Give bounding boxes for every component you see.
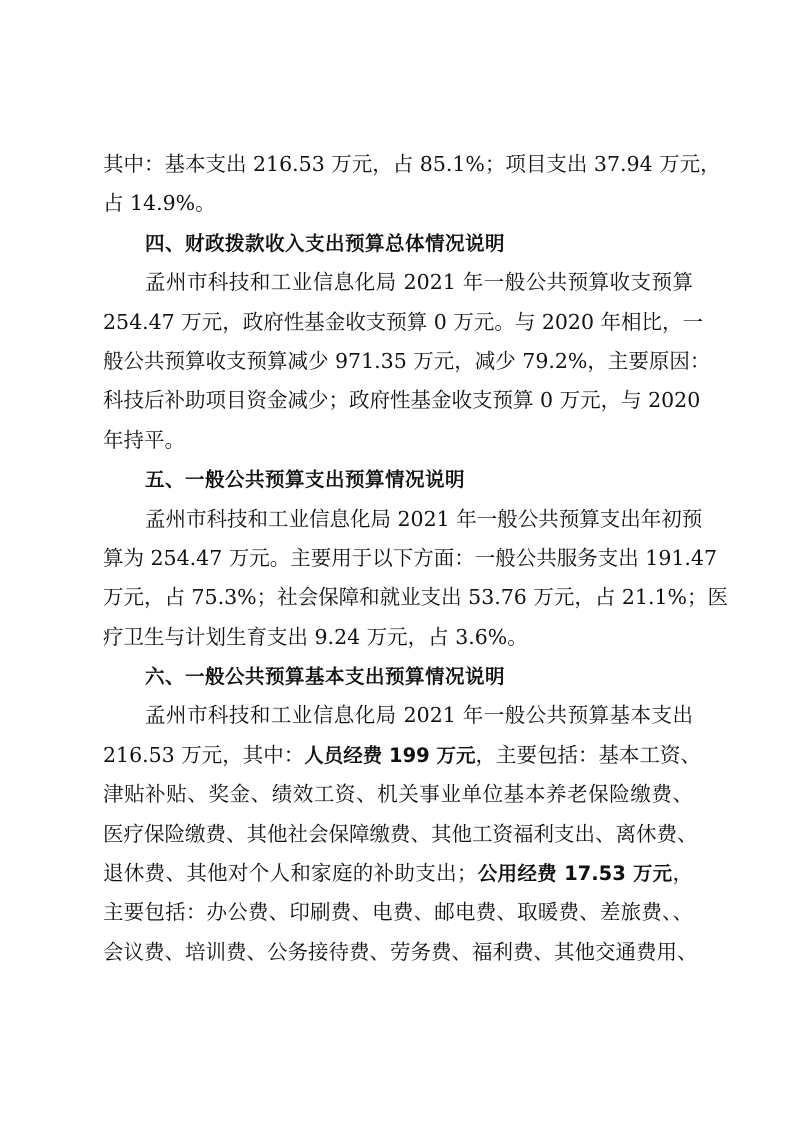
paragraph-line: 孟州市科技和工业信息化局 2021 年一般公共预算支出年初预 (145, 506, 703, 531)
bold-amount: 人员经费 199 万元 (304, 743, 476, 767)
paragraph-line (103, 854, 693, 893)
line-text: ，主要包括：基本工资、 (475, 742, 702, 767)
bold-amount: 公用经费 17.53 万元 (477, 862, 673, 886)
paragraph-line: 孟州市科技和工业信息化局 2021 年一般公共预算基本支出 (145, 703, 693, 728)
section-heading: 五、一般公共预算支出预算情况说明 (145, 468, 466, 492)
paragraph-line (103, 736, 702, 775)
section-heading: 四、财政拨款收入支出预算总体情况说明 (145, 231, 506, 255)
paragraph-line: 算为 254.47 万元。主要用于以下方面：一般公共服务支出 191.47 (103, 545, 718, 570)
line-text: ， (672, 861, 693, 886)
section-heading: 六、一般公共预算基本支出预算情况说明 (145, 665, 506, 689)
paragraph-line: 科技后补助项目资金减少；政府性基金收支预算 0 万元，与 2020 (103, 388, 701, 413)
paragraph-line: 会议费、培训费、公务接待费、劳务费、福利费、其他交通费用、 (103, 939, 698, 964)
paragraph-line: 其中：基本支出 216.53 万元，占 85.1%；项目支出 37.94 万元， (103, 152, 721, 176)
line-text: 216.53 万元，其中： (103, 742, 305, 767)
paragraph-line: 年持平。 (103, 427, 185, 452)
paragraph-line: 医疗保险缴费、其他社会保障缴费、其他工资福利支出、离休费、 (103, 821, 698, 846)
paragraph-line: 津贴补贴、奖金、绩效工资、机关事业单位基本养老保险缴费、 (103, 782, 693, 807)
document-body (103, 145, 728, 972)
paragraph-line: 主要包括：办公费、印刷费、电费、邮电费、取暖费、差旅费、、 (103, 900, 693, 925)
paragraph-line: 孟州市科技和工业信息化局 2021 年一般公共预算收支预算 (145, 270, 693, 295)
paragraph-line: 疗卫生与计划生育支出 9.24 万元，占 3.6%。 (103, 624, 528, 649)
paragraph-line: 般公共预算收支预算减少 971.35 万元，减少 79.2%，主要原因： (103, 348, 711, 373)
paragraph-line: 万元，占 75.3%；社会保障和就业支出 53.76 万元，占 21.1%；医 (103, 585, 728, 610)
paragraph-line: 占 14.9%。 (103, 191, 216, 216)
line-text: 退休费、其他对个人和家庭的补助支出； (103, 861, 478, 886)
paragraph-line: 254.47 万元，政府性基金收支预算 0 万元。与 2020 年相比，一 (103, 309, 704, 334)
